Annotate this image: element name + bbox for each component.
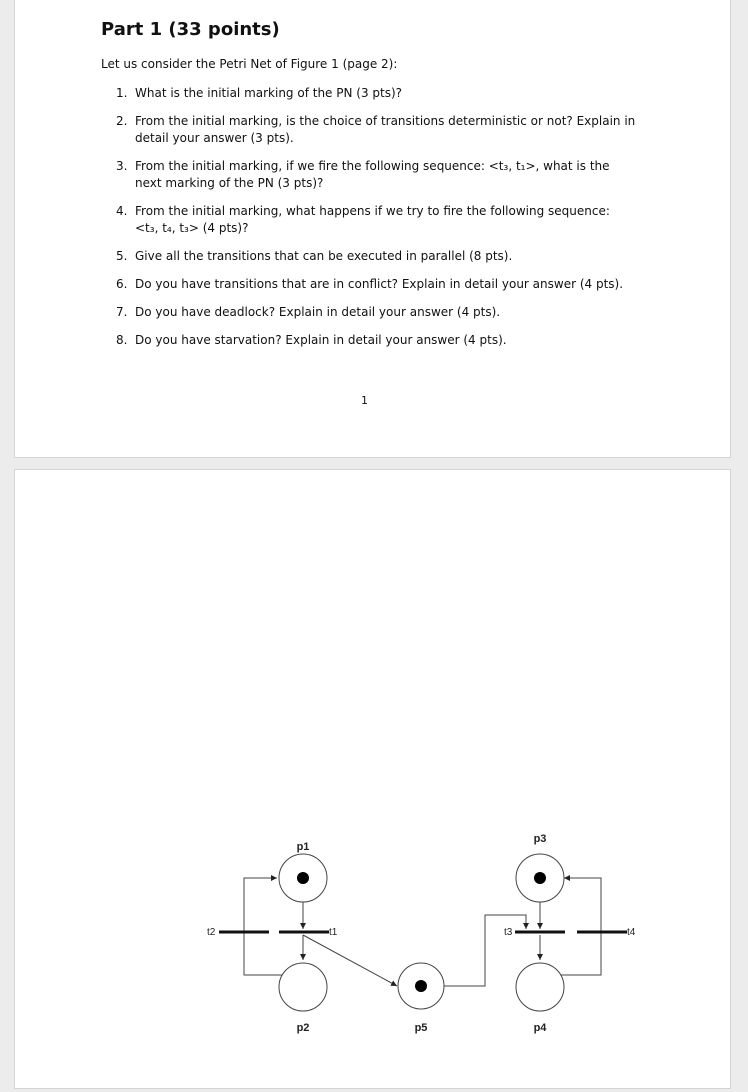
question-number: 2. xyxy=(116,114,128,128)
label-p2: p2 xyxy=(296,1022,310,1034)
document-page-1 xyxy=(14,0,731,458)
label-t4: t4 xyxy=(627,927,636,938)
question-number: 3. xyxy=(116,159,128,173)
question-item xyxy=(116,203,636,237)
label-t2: t2 xyxy=(207,927,216,938)
arc-t4-p3 xyxy=(564,878,601,935)
label-p5: p5 xyxy=(414,1022,428,1034)
question-text: What is the initial marking of the PN (3 pts)? xyxy=(135,86,403,100)
token-p1 xyxy=(297,872,309,884)
label-t3: t3 xyxy=(504,927,513,938)
label-p3: p3 xyxy=(533,833,547,845)
question-item xyxy=(116,304,636,321)
question-text: Give all the transitions that can be executed in parallel (8 pts). xyxy=(135,249,513,263)
label-p4: p4 xyxy=(533,1022,547,1034)
question-text: Do you have starvation? Explain in detail your answer (4 pts). xyxy=(135,333,507,347)
question-item xyxy=(116,113,636,147)
arc-p5-t3 xyxy=(441,915,526,986)
token-p3 xyxy=(534,872,546,884)
question-text: Do you have deadlock? Explain in detail your answer (4 pts). xyxy=(135,305,501,319)
question-text: From the initial marking, is the choice of transitions deterministic or not? Explain in detail your answer (3 pts). xyxy=(135,114,636,145)
question-item xyxy=(116,332,636,349)
label-p1: p1 xyxy=(296,841,310,853)
question-item xyxy=(116,248,636,265)
petri-net-figure xyxy=(15,470,730,1088)
question-item xyxy=(116,85,636,102)
question-number: 4. xyxy=(116,204,128,218)
place-p2 xyxy=(279,963,327,1011)
question-text: Do you have transitions that are in conflict? Explain in detail your answer (4 pts). xyxy=(135,277,624,291)
page-number: 1 xyxy=(361,394,368,407)
label-t1: t1 xyxy=(329,927,338,938)
question-number: 7. xyxy=(116,305,128,319)
place-p4 xyxy=(516,963,564,1011)
document-page-2 xyxy=(14,469,731,1089)
question-text: From the initial marking, what happens if we try to fire the following sequence: <t₃, t₄, t₃> (4 pts)? xyxy=(135,204,610,235)
part-title: Part 1 (33 points) xyxy=(101,19,280,40)
question-item xyxy=(116,276,636,293)
question-number: 8. xyxy=(116,333,128,347)
question-number: 5. xyxy=(116,249,128,263)
question-list xyxy=(116,85,636,360)
question-text: From the initial marking, if we fire the following sequence: <t₃, t₁>, what is the next marking of the PN (3 pts)? xyxy=(135,159,610,190)
question-number: 6. xyxy=(116,277,128,291)
intro-text: Let us consider the Petri Net of Figure 1 (page 2): xyxy=(101,57,398,71)
question-item xyxy=(116,158,636,192)
arc-t2-p1 xyxy=(244,878,277,935)
question-number: 1. xyxy=(116,86,128,100)
token-p5 xyxy=(415,980,427,992)
